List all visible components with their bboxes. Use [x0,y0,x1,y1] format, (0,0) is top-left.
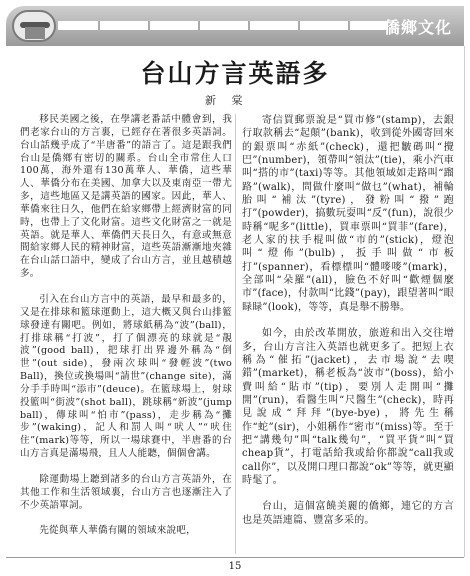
magazine-logo-icon [12,10,56,42]
page-number: 15 [228,561,242,572]
footer-rule [6,557,464,558]
right-column [242,114,454,540]
paragraph: 台山，這個富饒美麗的僑鄉，連它的方言也是英語連篇、豐富多采的。 [242,501,454,526]
paragraph: 寄信買郵票說是“買市修”(stamp)，去銀行取款稱去“起顛”(bank)，收到從外國寄回來的銀票叫“赤紙”(check)，還把皺碼叫“攪巴”(number)，領帶叫“領汰”(tie)，乘小汽車叫“搭的市”(taxi)等等。其他領域如走路叫“蹓路”(walk)，問做什麼叫“做乜”(what)，補輪胎叫“補汰”(tyre)，發粉叫“撥”跑打”(powder)，搞數玩耍叫“反”(fun)，說很少時稱“呢多”(little)，買車票叫“買菲”(fare)，老人家的扶手棍叫做“市的”(stick)，燈泡叫“燈佈”(bulb)，扳手叫做“市板打”(spanner)，看標標叫“體嘜嘜”(mark)，全部叫“朵羅”(all)，臉色不好叫“歡煙個麼市”(face)，付款叫“比錢”(pay)，跟望著叫“眼睩睩”(look)，等等，真是舉不勝舉。 [242,115,454,313]
section-header [6,6,464,46]
paragraph: 如今，由於改革開放，旅遊和出入交往增多，台山方言注入英語也就更多了。把短上衣稱為“催拓”(jacket)，去市場說“去喫錯”(market)，稱老板為“波市”(boss)，給小費叫給“貼市”(tip)，要別人走開叫“攤開”(run)，看醫生叫“尺醫生”(check)，時再見說成“拜拜”(bye-bye)，將先生稱作“蛇”(sir)，小姐稱作“密市”(miss)等。至于把“講幾句”叫“talk幾句”，“買平貨”叫“買cheap貨”，打電話給我或給你都說“call我或call你”，以及開口理口都說“ok”等等，就更顯時髦了。 [242,328,454,486]
paragraph: 引入在台山方言中的英語，最早和最多的，又是在排球和籃球運動上，這大概又與台山排籃球發達有關吧。例如，將球紙稱為“波”(ball)，打排球稱“打波”，打了個漂亮的球就是“靚波”(good ball)，把球打出界邊外稱為“倒世”(out side)，發兩次球叫“發輕波”(two Ball)，換位或換場叫“請世”(change site)，滿分手手時叫“添市”(deuce)。在籃球場上，射球投籃叫“街波”(shot ball)，跳球稱“新波”(jump ball)，傳球叫“怕市”(pass)，走步稱為“攤步”(waking)，記人和罰人叫“吠人”“吠住住”(mark)等等，所以一場球賽中，半唐番的台山方言真是滿場飛，且人人能聽，個個會講。 [20,293,232,460]
left-column [20,114,232,551]
paragraph: 先從與華人華僑有關的領域來說吧， [39,525,196,537]
header-decorative-strip [58,21,388,30]
page-edge [464,46,465,557]
paragraph: 移民美國之後，在學講老番話中體會到，我們老家台山的方言裏，已經存在著很多英語詞。台山話幾乎成了“半唐番”的語言了。這是跟我們台山是僑鄉有密切的關系。台山全市常住人口100萬，海外還有130萬華人、華僑，這些華人、華僑分布在美國、加拿大以及東南亞一帶尤多，這些地區又是講英語的國家。因此，華人、華僑來往日久，他們在給家鄉帶上經濟財富的同時，也帶上了文化財富。這些文化財富之一就是英語。就是華人、華僑們天長日久，有意或無意間給家鄉人民的精神財富，這些英語漸漸地夾雜在台山話口語中，變成了台山方言，並且越積越多。 [20,114,232,280]
section-title: 僑鄉文化 [383,18,452,37]
article-author: 新 棠 [205,94,249,107]
column-divider [235,114,236,554]
paragraph: 除運動場上聽到諸多的台山方言英語外，在其他工作和生活領域裏，台山方言也逐漸注入了不少英語單詞。 [20,473,232,511]
article-title: 台山方言英語多 [140,59,330,88]
